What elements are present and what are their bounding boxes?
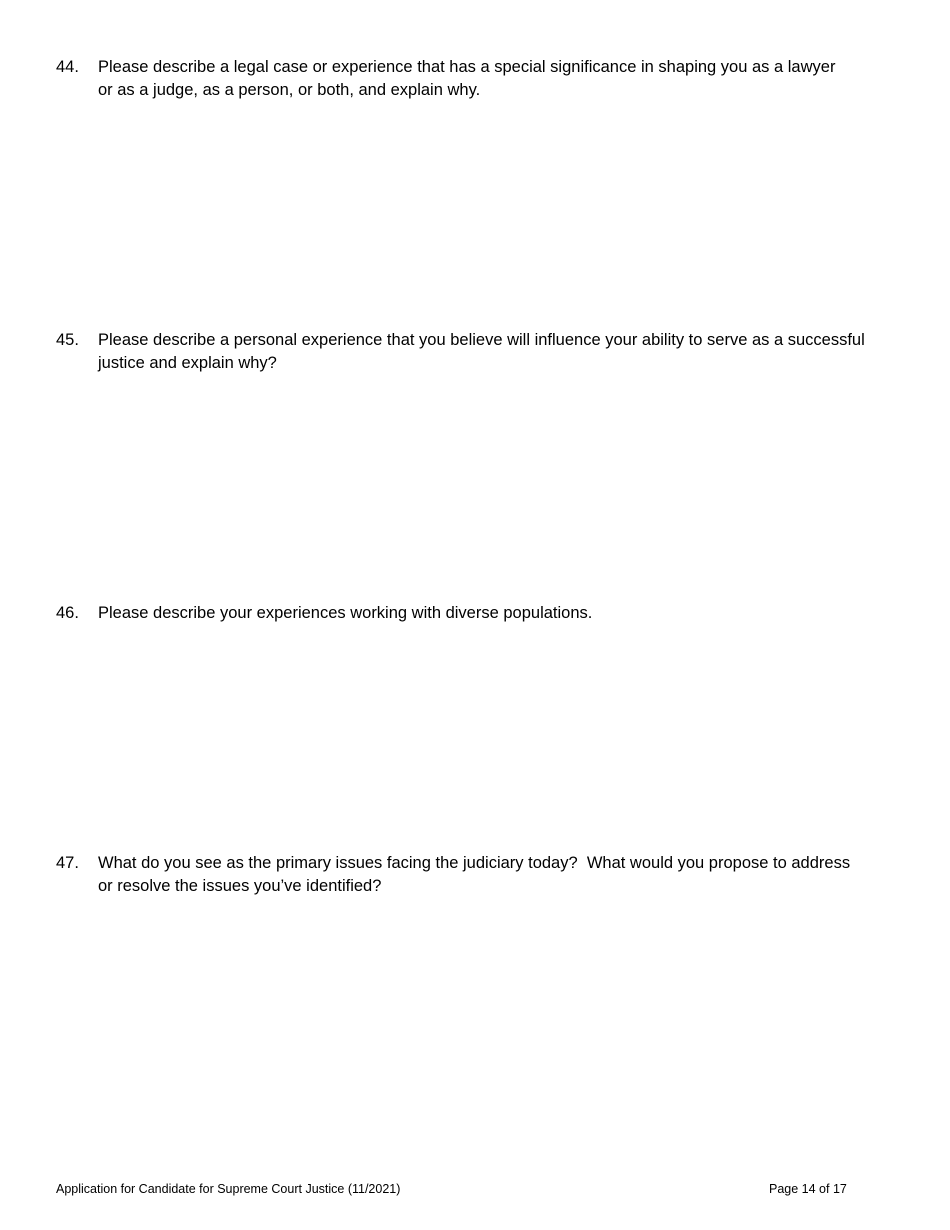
question-text: Please describe a personal experience that you believe will influence your ability to serve as a successful justice and explain why? — [98, 331, 865, 372]
question-text: Please describe a legal case or experience that has a special significance in shaping you as a lawyer or as a judge, as a person, or both, and explain why. — [98, 58, 836, 99]
footer-page-number: Page 14 of 17 — [769, 1182, 847, 1196]
question-number: 47. — [56, 854, 79, 872]
question-47 — [56, 852, 896, 898]
question-number: 46. — [56, 604, 79, 622]
question-text: Please describe your experiences working with diverse populations. — [98, 604, 593, 622]
question-46 — [56, 602, 896, 625]
footer-form-title: Application for Candidate for Supreme Court Justice (11/2021) — [56, 1182, 401, 1196]
question-number: 45. — [56, 331, 79, 349]
question-text: What do you see as the primary issues facing the judiciary today? What would you propose to address or resolve the issues you’ve identified? — [98, 854, 851, 895]
question-44 — [56, 56, 896, 102]
question-45 — [56, 329, 896, 375]
question-number: 44. — [56, 58, 79, 76]
